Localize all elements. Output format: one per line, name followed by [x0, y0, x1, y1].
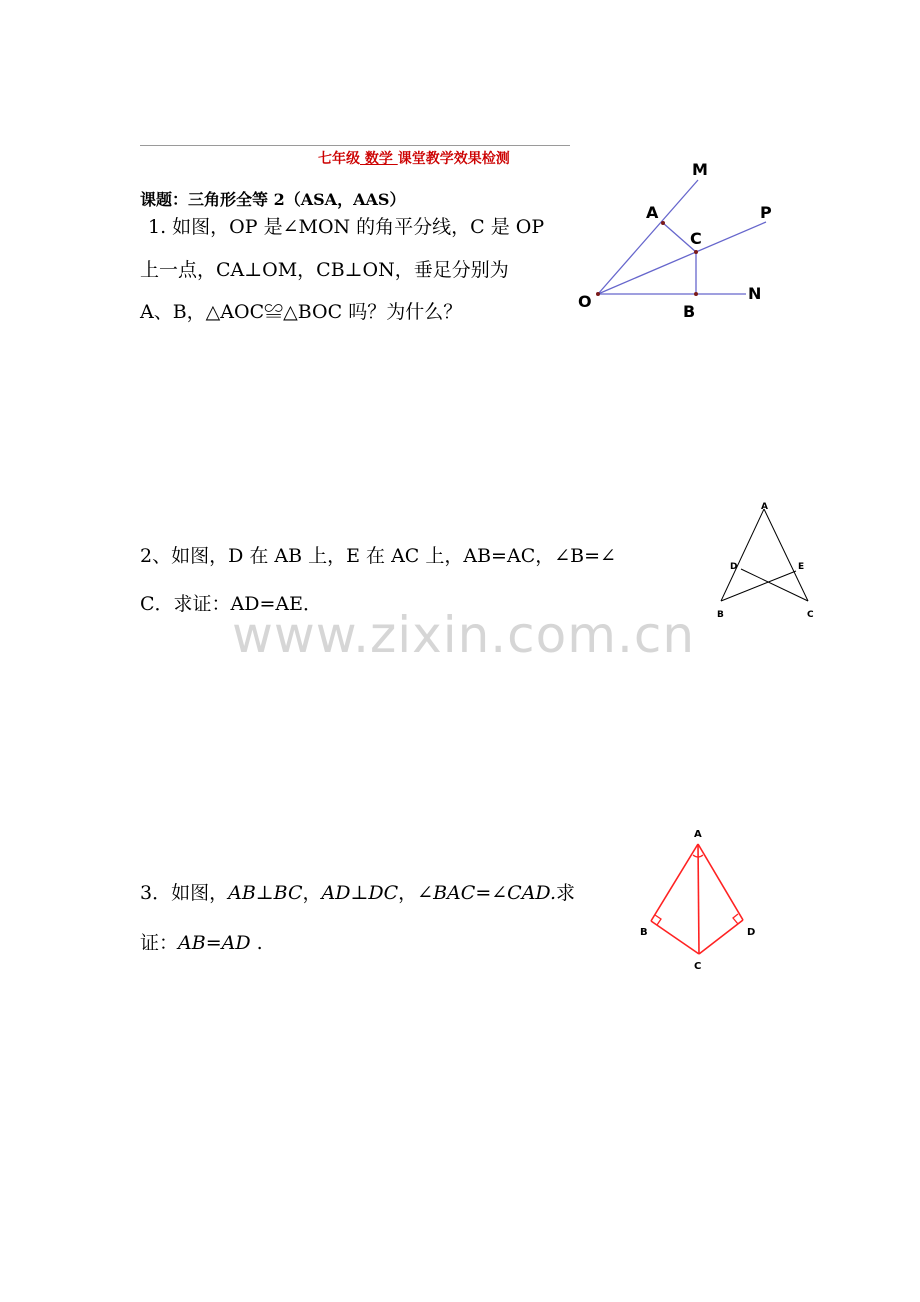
watermark: www.zixin.com.cn: [232, 606, 696, 664]
label-o: O: [578, 292, 592, 311]
label-p: P: [760, 203, 772, 222]
expr-ad: AD: [321, 882, 351, 904]
problem3-figure: [630, 818, 770, 978]
expr-dc: DC: [368, 882, 399, 904]
segment-eb: [721, 571, 796, 601]
label-n: N: [748, 284, 762, 303]
expr-ab: AB: [228, 882, 256, 904]
side-ac: [764, 509, 808, 601]
point-c: [694, 250, 698, 254]
side-ad: [698, 844, 743, 920]
problem1-line3: A、B，△AOC≌△BOC 吗？为什么？: [140, 301, 463, 323]
problem2-figure: [705, 495, 825, 630]
right-angle-d: [733, 914, 738, 924]
label-d: D: [730, 562, 738, 572]
header-subject: 数学: [360, 151, 398, 167]
problem3-number: 3．如图，: [140, 882, 229, 904]
word-zheng: 证：: [140, 932, 179, 954]
label-d: D: [747, 927, 756, 938]
label-m: M: [692, 160, 708, 179]
side-ab: [721, 509, 764, 601]
label-b: B: [640, 927, 648, 938]
problem2-line2: C．求证：AD=AE．: [140, 593, 323, 615]
label-a: A: [646, 203, 659, 222]
expr-bc: BC: [273, 882, 303, 904]
label-c: C: [807, 610, 814, 620]
problem3-line1: [140, 878, 575, 905]
header-grade: 七年级: [318, 151, 360, 167]
label-a: A: [761, 502, 768, 512]
point-a: [661, 221, 665, 225]
ray-op: [598, 222, 766, 294]
header-suffix: 课堂教学效果检测: [397, 151, 510, 167]
problem1-line1: 1. 如图，OP 是∠MON 的角平分线，C 是 OP: [148, 216, 545, 238]
perp-symbol: ⊥: [350, 882, 369, 904]
label-b: B: [717, 610, 724, 620]
label-c: C: [694, 961, 702, 972]
comma: ，: [398, 882, 418, 904]
ray-om: [598, 180, 698, 294]
side-bc: [651, 921, 699, 954]
segment-dc: [741, 569, 808, 601]
side-ac: [698, 844, 699, 954]
word-qiu: 求: [556, 882, 576, 904]
point-b: [694, 292, 698, 296]
period: .: [250, 932, 263, 954]
label-b: B: [683, 302, 696, 321]
perp-symbol: ⊥: [255, 882, 274, 904]
problem1-line2: 上一点，CA⊥OM，CB⊥ON，垂足分别为: [140, 259, 509, 281]
label-e: E: [798, 562, 805, 572]
page-header: [318, 148, 576, 168]
expr-conclusion: AB=AD: [178, 932, 251, 954]
problem3-line2: [140, 928, 263, 955]
side-dc: [699, 920, 743, 954]
header-rule: [140, 145, 570, 146]
problem2-line1: 2、如图，D 在 AB 上，E 在 AC 上，AB=AC，∠B=∠: [140, 545, 616, 567]
point-o: [596, 292, 600, 296]
label-a: A: [694, 829, 702, 840]
problem1-figure: [570, 150, 790, 325]
comma: ，: [302, 882, 322, 904]
side-ab: [651, 844, 698, 921]
lesson-title: 课题：三角形全等 2（ASA，AAS）: [140, 190, 406, 209]
label-c: C: [690, 229, 702, 248]
expr-angles: ∠BAC=∠CAD.: [417, 882, 557, 904]
